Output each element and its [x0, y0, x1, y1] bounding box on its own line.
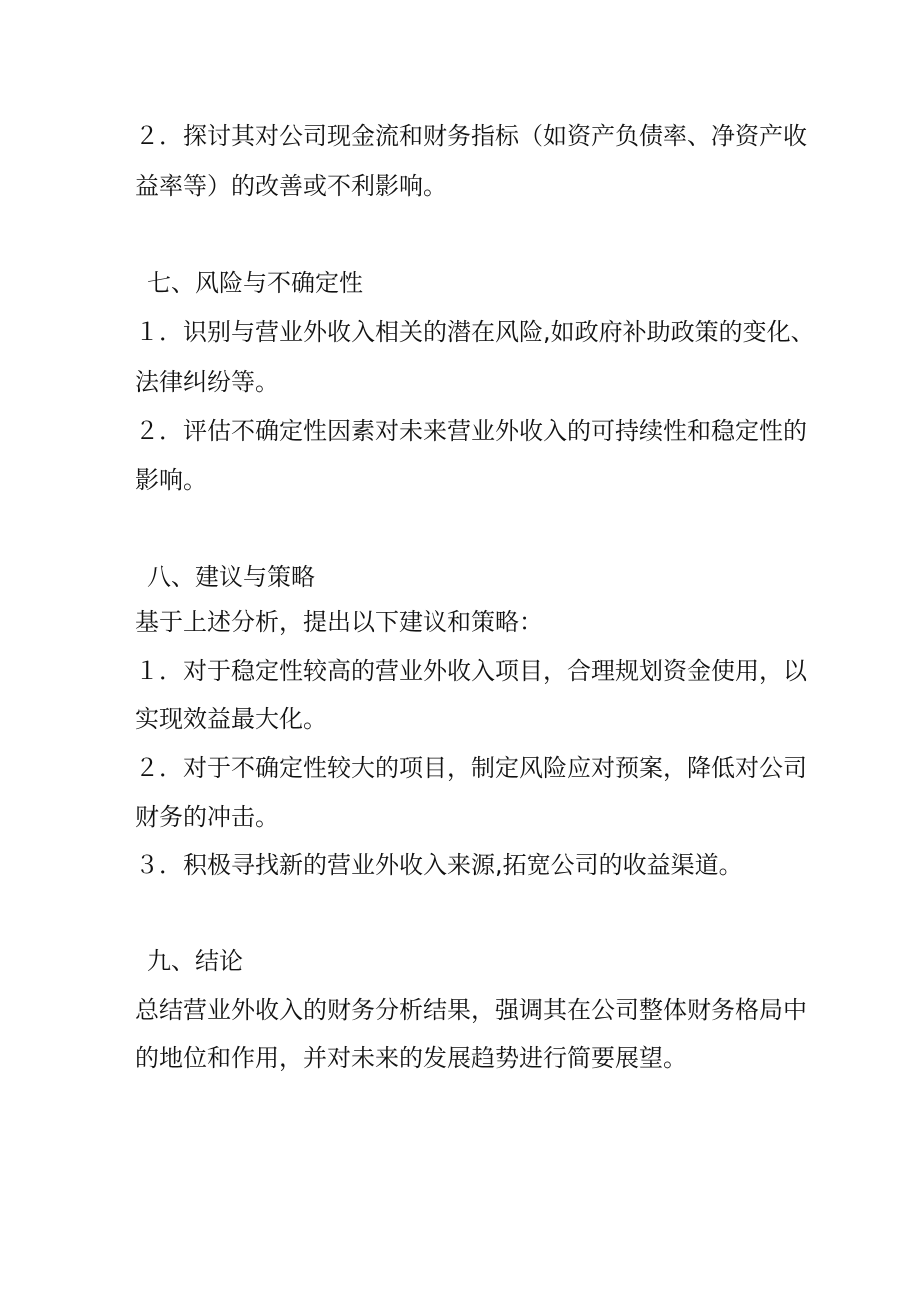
section7-item1-line1: １．识别与营业外收入相关的潜在风险,如政府补助政策的变化、: [135, 318, 815, 346]
section7-item2-line1: ２．评估不确定性因素对未来营业外收入的可持续性和稳定性的: [135, 417, 807, 445]
section9-body-line2: 的地位和作用，并对未来的发展趋势进行简要展望。: [135, 1044, 687, 1072]
section8-heading: 八、建议与策略: [147, 563, 315, 591]
section8-item1-line2: 实现效益最大化。: [135, 705, 327, 733]
section7-item2-line2: 影响。: [135, 466, 207, 494]
section6-item2-line2: 益率等）的改善或不利影响。: [135, 172, 447, 200]
section8-intro: 基于上述分析，提出以下建议和策略：: [135, 608, 543, 636]
section8-item2-line1: ２．对于不确定性较大的项目，制定风险应对预案，降低对公司: [135, 754, 807, 782]
section6-item2-line1: ２．探讨其对公司现金流和财务指标（如资产负债率、净资产收: [135, 122, 807, 150]
section7-heading: 七、风险与不确定性: [147, 269, 363, 297]
section9-heading: 九、结论: [147, 947, 243, 975]
section9-body-line1: 总结营业外收入的财务分析结果，强调其在公司整体财务格局中: [135, 996, 807, 1024]
section7-item1-line2: 法律纠纷等。: [135, 368, 279, 396]
section8-item3-line1: ３．积极寻找新的营业外收入来源,拓宽公司的收益渠道。: [135, 851, 743, 879]
section8-item1-line1: １．对于稳定性较高的营业外收入项目，合理规划资金使用，以: [135, 657, 807, 685]
section8-item2-line2: 财务的冲击。: [135, 803, 279, 831]
